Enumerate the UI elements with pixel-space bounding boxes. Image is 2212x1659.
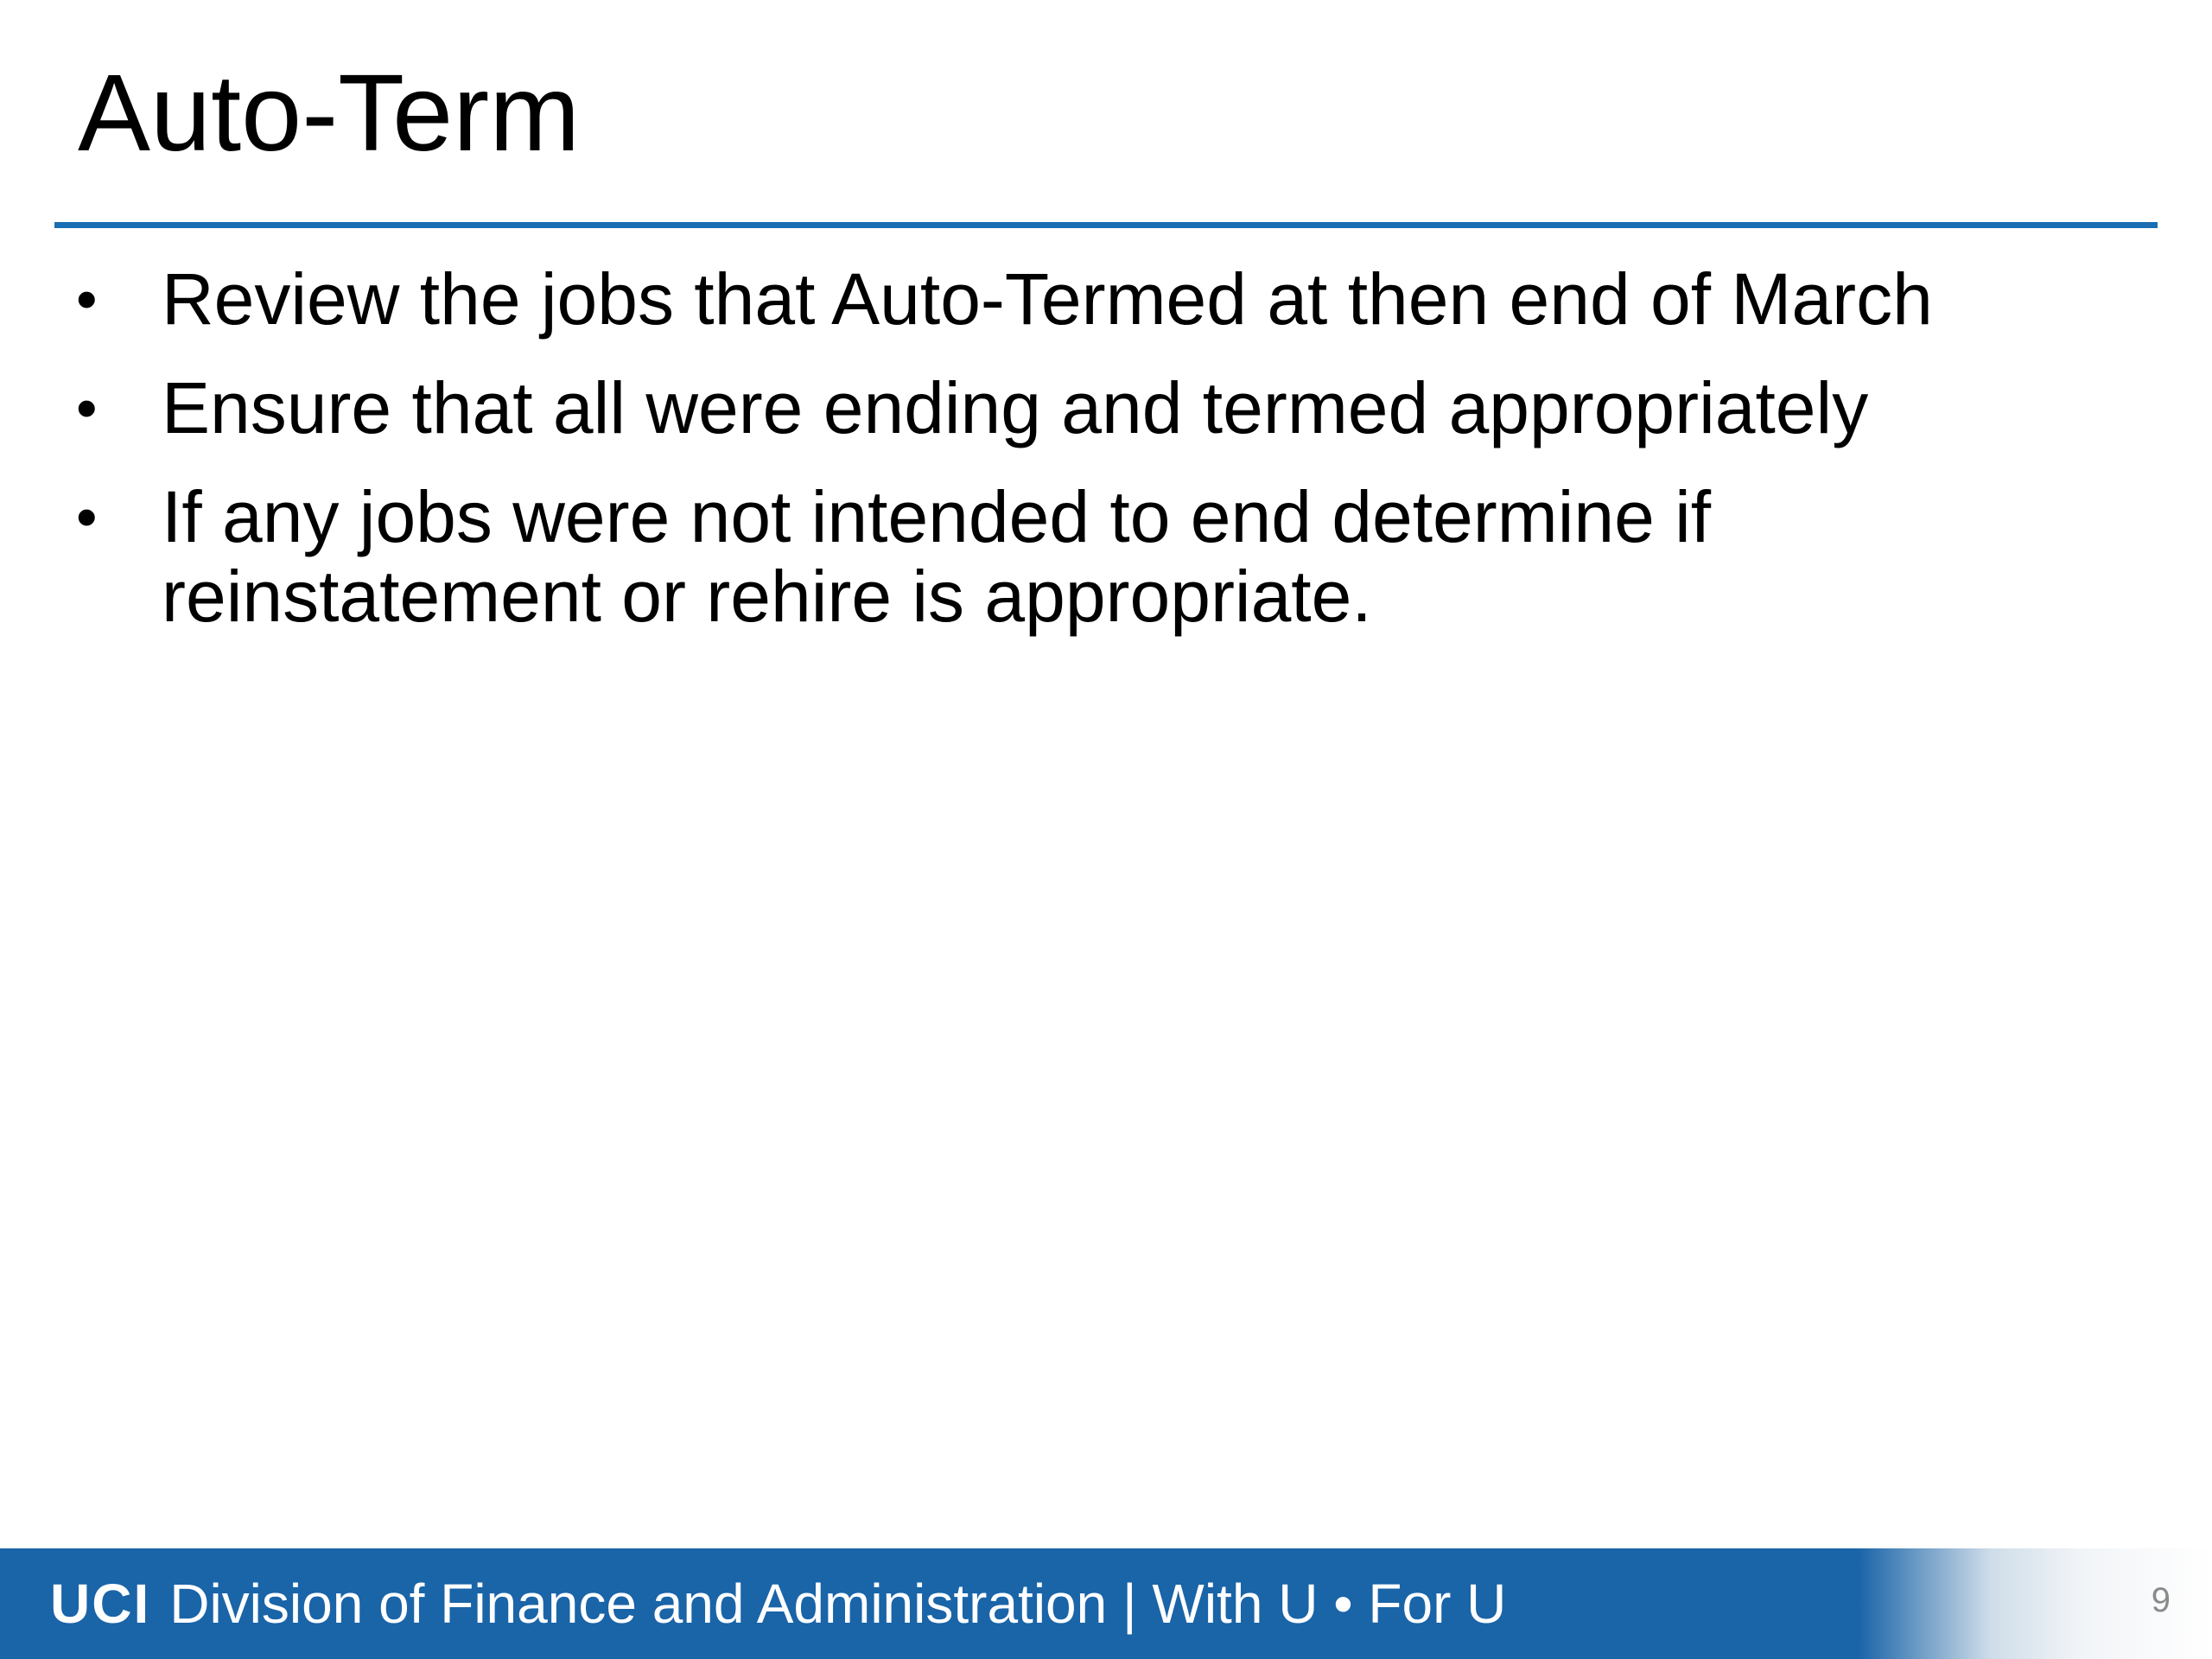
slide-title: Auto-Term [78,52,581,174]
bullet-item [0,259,2074,339]
footer-bar [0,1548,2212,1659]
bullet-item [0,477,2074,636]
page-number: 9 [2151,1581,2171,1619]
bullet-icon: • [76,483,98,550]
bullet-list [0,259,2074,665]
bullet-icon: • [76,265,98,333]
footer-division-text: Division of Finance and Administration | With U • For U [169,1573,1507,1635]
bullet-text: Ensure that all were ending and termed appropriately [162,367,1869,448]
bullet-icon: • [76,374,98,442]
bullet-item [0,368,2074,448]
bullet-text: If any jobs were not intended to end determine if reinstatement or rehire is appropriate. [162,476,1712,637]
footer-text [50,1569,1506,1638]
bullet-text: Review the jobs that Auto-Termed at then end of March [162,258,1933,340]
uci-logo: UCI [50,1573,151,1635]
title-divider [54,222,2158,228]
